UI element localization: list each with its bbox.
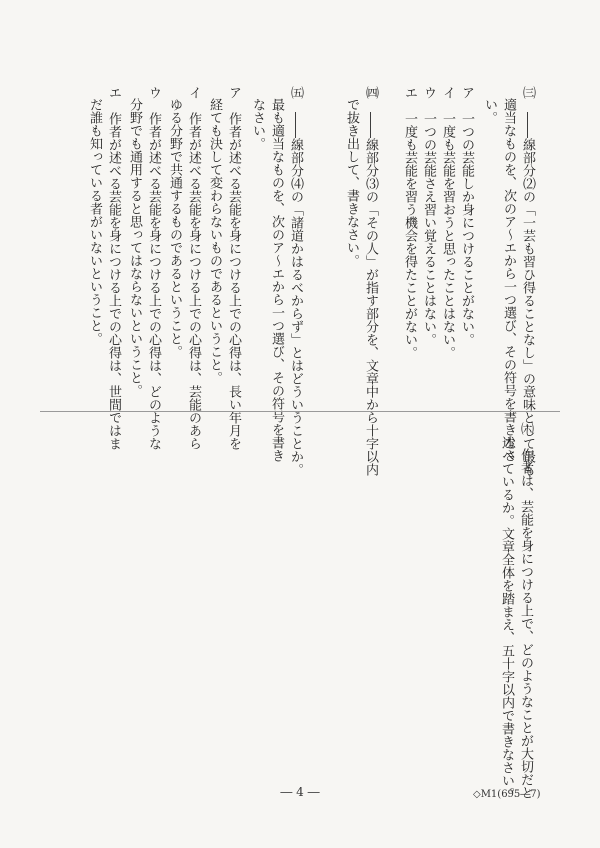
q3-option-i: イ 一度も芸能を習おうと思ったことはない。 (440, 86, 455, 359)
q5-option-a-2: 経ても決して変わらないものであるということ。 (207, 98, 222, 384)
q3-option-a: ア 一つの芸能しか身につけることがない。 (459, 86, 474, 346)
q3-line-2: 適当なものを、次のア～エから一つ選び、その符号を書きなさ (501, 98, 516, 462)
q3-option-e: エ 一度も芸能を習う機会を得たことがない。 (402, 86, 417, 359)
q4-line-1: ㈣ ――線部分⑶の「その人」が指す部分を、文章中から十字以内 (363, 86, 378, 476)
q5-option-i-1: イ 作者が述べる芸能を身につける上での心得は、芸能のあら (186, 86, 201, 450)
q3-line-3: い。 (482, 98, 497, 124)
section-divider (40, 411, 560, 412)
q5-option-e-1: エ 作者が述べる芸能を身につける上での心得は、世間ではま (106, 86, 121, 450)
q5-option-a-1: ア 作者が述べる芸能を身につける上での心得は、長い年月を (226, 86, 241, 450)
q3-line-1: ㈢ ――線部分⑵の「一芸も習ひ得ることなし」の意味として最も (520, 86, 535, 476)
q5-option-u-1: ウ 作者が述べる芸能を身につける上での心得は、どのような (146, 86, 161, 450)
q5-line-3: なさい。 (250, 98, 265, 150)
q5-option-u-2: 分野でも通用すると思ってはならないということ。 (127, 98, 142, 397)
q5-line-2: 最も適当なものを、次のア～エから一つ選び、その符号を書き (269, 98, 284, 462)
q5-line-1: ㈤ ――線部分⑷の「諸道かはるべからず」とはどういうことか。 (288, 86, 303, 476)
q6-line-2: 述べているか。文章全体を踏まえ、五十字以内で書きなさい。 (499, 436, 514, 800)
q6-line-1: ㈥ 作者は、芸能を身につける上で、どのようなことが大切だと (518, 422, 533, 799)
q5-option-e-2: だ誰も知っている者がいないということ。 (87, 98, 102, 345)
q5-option-i-2: ゆる分野で共通するものであるということ。 (167, 98, 182, 358)
exam-code: ◇M1(695―7) (473, 789, 541, 800)
q3-option-u: ウ 一つの芸能さえ習い覚えることはない。 (421, 86, 436, 346)
q4-line-2: で抜き出して、書きなさい。 (344, 98, 359, 267)
page-number: ― 4 ― (280, 785, 320, 799)
